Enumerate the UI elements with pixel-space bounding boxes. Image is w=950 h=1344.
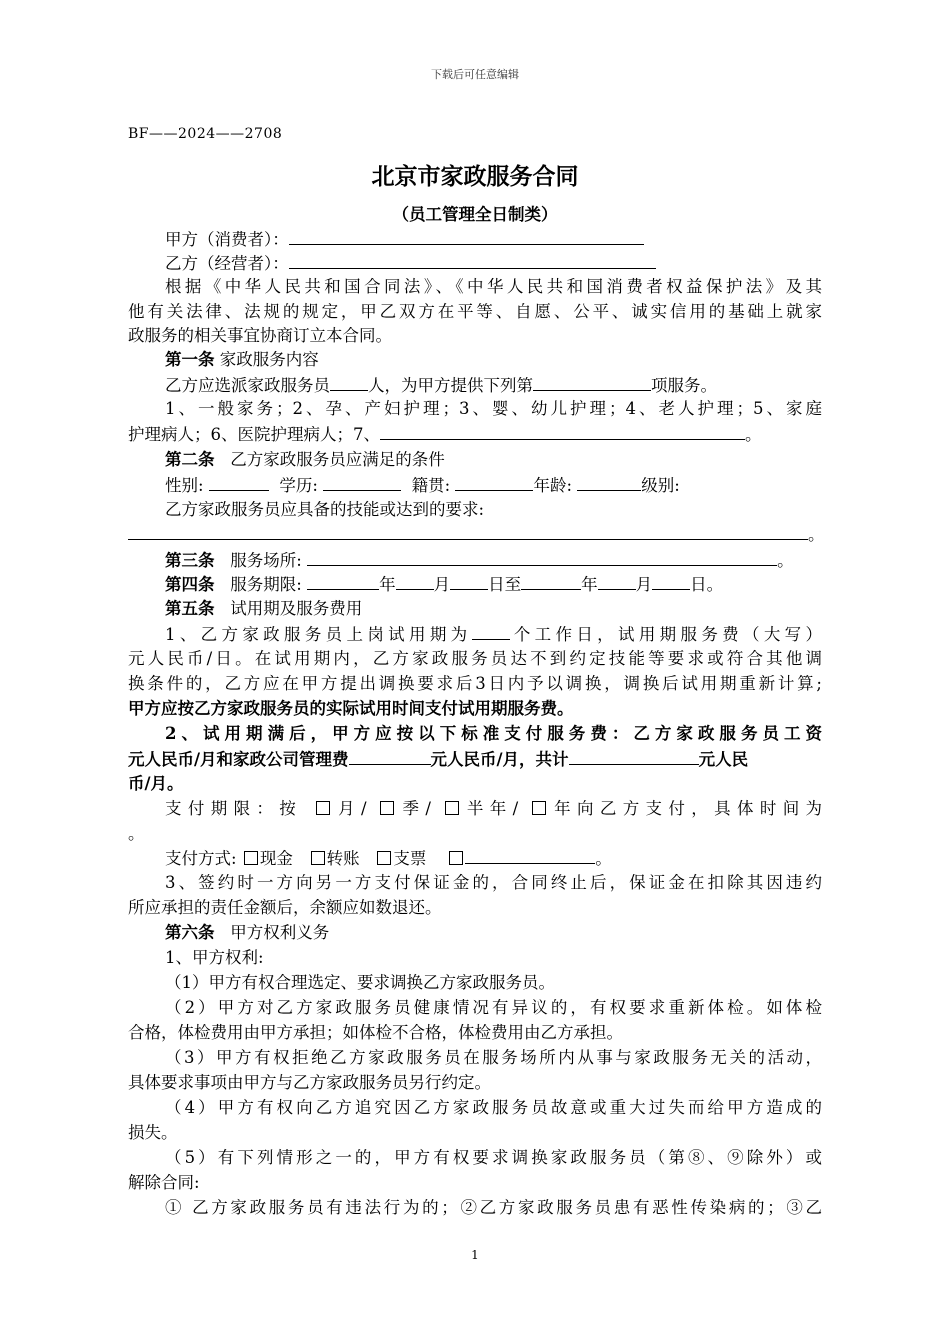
gender-blank[interactable] — [209, 473, 269, 491]
article-5-line: 2、试用期满后，甲方应按以下标准支付服务费：乙方家政服务员工资 — [165, 724, 822, 743]
payment-period-line: 支付期限：按 月/ 季/ 半年/ 年向乙方支付，具体时间为 — [165, 799, 823, 818]
article-5-line: 1、乙方家政服务员上岗试用期为 个工作日，试用期服务费（大写） — [165, 622, 822, 647]
article-6-heading: 第六条 甲方权利义务 — [165, 923, 330, 942]
total-fee-blank[interactable] — [569, 747, 699, 765]
checkbox-cash[interactable] — [244, 851, 258, 865]
other-service-blank[interactable] — [380, 422, 745, 440]
payment-method-line: 支付方式: 现金 转账 支票 。 — [165, 846, 822, 871]
other-payment-blank[interactable] — [465, 846, 595, 864]
end-day-blank[interactable] — [652, 572, 690, 590]
service-items-blank[interactable] — [533, 373, 651, 391]
service-location-blank[interactable] — [307, 548, 777, 566]
intro-line: 政服务的相关事宜协商订立本合同。 — [128, 326, 392, 345]
article-1-line: 乙方应选派家政服务员 人，为甲方提供下列第 项服务。 — [165, 373, 822, 398]
article-5-heading: 第五条 试用期及服务费用 — [165, 599, 363, 618]
party-b-line — [165, 251, 822, 276]
party-b-label: 乙方（经营者）： — [165, 254, 289, 273]
staff-count-blank[interactable] — [330, 373, 368, 391]
article-6-line: ① 乙方家政服务员有违法行为的；②乙方家政服务员患有恶性传染病的；③乙 — [165, 1198, 822, 1217]
checkbox-other[interactable] — [449, 851, 463, 865]
skills-blank[interactable] — [128, 522, 808, 540]
end-month-blank[interactable] — [598, 572, 636, 590]
article-2-conditions: 性别: 学历: 籍贯: 年龄: 级别: — [165, 473, 822, 498]
article-5-line: 3、签约时一方向另一方支付保证金的，合同终止后，保证金在扣除其因违约 — [165, 873, 822, 892]
age-blank[interactable] — [577, 473, 641, 491]
payment-period-end: 。 — [128, 824, 145, 843]
article-6-line: 合格，体检费用由甲方承担；如体检不合格，体检费用由乙方承担。 — [128, 1023, 623, 1042]
article-1-line: 护理病人；6、医院护理病人；7、 。 — [128, 422, 822, 447]
skills-label: 乙方家政服务员应具备的技能或达到的要求: — [165, 500, 485, 519]
article-5-line: 币/月。 — [128, 774, 184, 793]
end-year-blank[interactable] — [521, 572, 581, 590]
page-subtitle: （员工管理全日制类） — [392, 205, 558, 224]
origin-blank[interactable] — [455, 473, 533, 491]
article-6-line: （4）甲方有权向乙方追究因乙方家政服务员故意或重大过失而给甲方造成的 — [165, 1098, 822, 1117]
article-3-line: 第三条 服务场所: 。 — [165, 548, 822, 573]
article-1-line: 1、一般家务；2、孕、产妇护理；3、婴、幼儿护理；4、老人护理；5、家庭 — [165, 399, 822, 418]
checkbox-half-year[interactable] — [445, 801, 459, 815]
checkbox-transfer[interactable] — [311, 851, 325, 865]
article-6-line: 解除合同: — [128, 1173, 200, 1192]
article-5-line: 甲方应按乙方家政服务员的实际试用时间支付试用期服务费。 — [128, 699, 574, 718]
checkbox-year[interactable] — [532, 801, 546, 815]
skills-blank-line: 。 — [128, 522, 822, 547]
article-6-line: （2）甲方对乙方家政服务员健康情况有异议的，有权要求重新体检。如体检 — [165, 998, 822, 1017]
page-header: 下载后可任意编辑 — [431, 68, 519, 81]
checkbox-quarter[interactable] — [380, 801, 394, 815]
start-day-blank[interactable] — [450, 572, 488, 590]
article-5-line: 元人民币/月和家政公司管理费 元人民币/月，共计 元人民 — [128, 747, 822, 772]
article-5-line: 换条件的，乙方应在甲方提出调换要求后3日内予以调换，调换后试用期重新计算; — [128, 674, 822, 693]
article-6-line: 具体要求事项由甲方与乙方家政服务员另行约定。 — [128, 1073, 491, 1092]
management-fee-blank[interactable] — [349, 747, 431, 765]
start-month-blank[interactable] — [396, 572, 434, 590]
page-number: 1 — [471, 1248, 479, 1262]
article-5-line: 所应承担的责任金额后，余额应如数退还。 — [128, 898, 442, 917]
trial-days-blank[interactable] — [472, 622, 510, 640]
checkbox-month[interactable] — [316, 801, 330, 815]
checkbox-cheque[interactable] — [377, 851, 391, 865]
article-6-line: （5）有下列情形之一的，甲方有权要求调换家政服务员（第⑧、⑨除外）或 — [165, 1148, 822, 1167]
article-5-line: 元人民币/日。在试用期内，乙方家政服务员达不到约定技能等要求或符合其他调 — [128, 649, 822, 668]
party-a-label: 甲方（消费者）： — [165, 230, 289, 249]
start-year-blank[interactable] — [307, 572, 379, 590]
page-title: 北京市家政服务合同 — [371, 164, 579, 190]
party-b-blank[interactable] — [289, 251, 656, 269]
article-6-line: （3）甲方有权拒绝乙方家政服务员在服务场所内从事与家政服务无关的活动， — [165, 1048, 822, 1067]
article-1-heading: 第一条 家政服务内容 — [165, 350, 319, 369]
intro-line: 根据《中华人民共和国合同法》、《中华人民共和国消费者权益保护法》及其 — [165, 277, 822, 296]
education-blank[interactable] — [323, 473, 401, 491]
party-a-line — [165, 227, 822, 252]
article-6-line: （1）甲方有权合理选定、要求调换乙方家政服务员。 — [165, 973, 555, 992]
article-6-line: 损失。 — [128, 1123, 178, 1142]
party-a-blank[interactable] — [289, 227, 644, 245]
intro-line: 他有关法律、法规的规定，甲乙双方在平等、自愿、公平、诚实信用的基础上就家 — [128, 302, 822, 321]
article-2-heading: 第二条 乙方家政服务员应满足的条件 — [165, 450, 445, 469]
document-number: BF——2024——2708 — [128, 126, 283, 142]
article-6-line: 1、甲方权利: — [165, 948, 264, 967]
article-4-line: 第四条 服务期限: 年 月 日至 年 月 日。 — [165, 572, 822, 597]
